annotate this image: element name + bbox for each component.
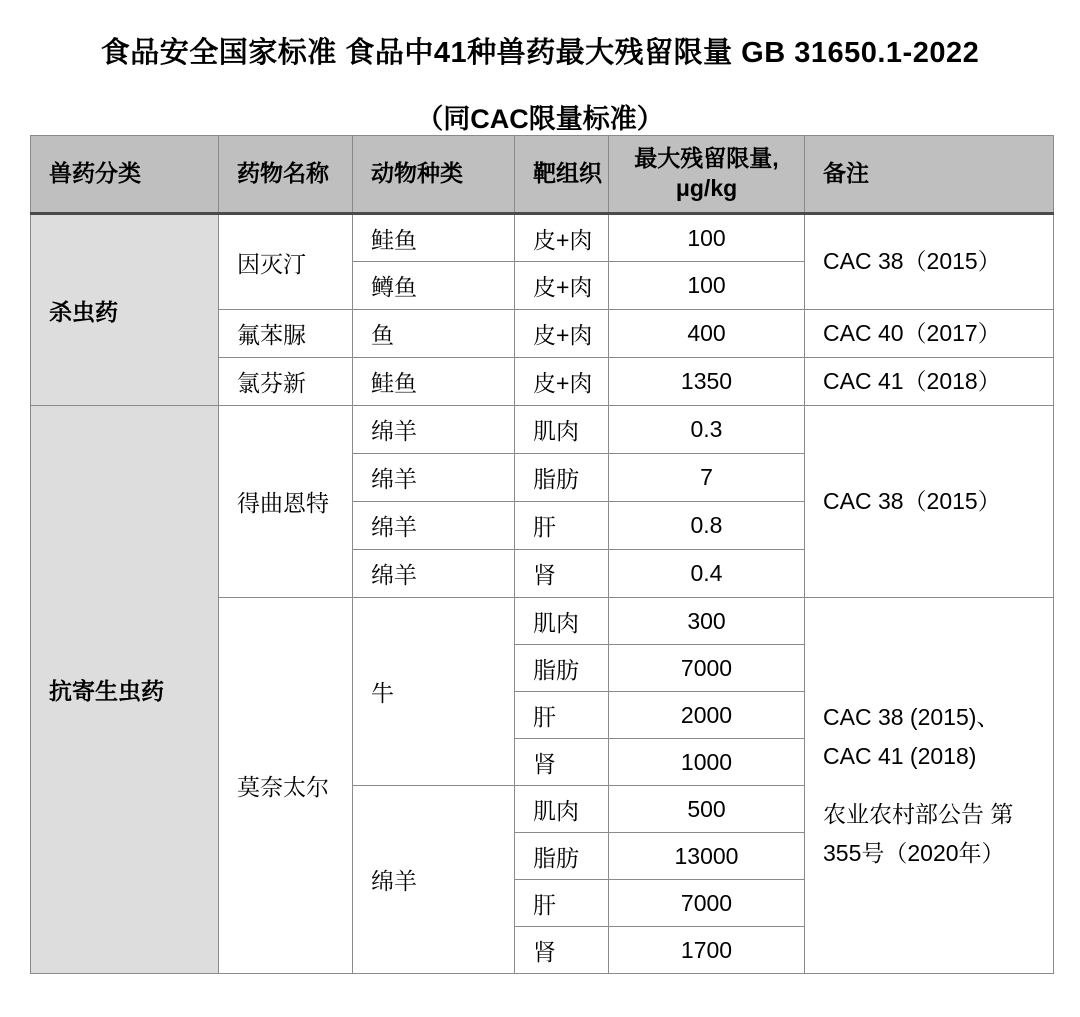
- limit-cell: 7000: [609, 645, 805, 692]
- limit-cell: 1000: [609, 739, 805, 786]
- drug-cell: 氟苯脲: [219, 310, 353, 358]
- limit-cell: 1700: [609, 927, 805, 974]
- limit-cell: 2000: [609, 692, 805, 739]
- animal-cell: 鲑鱼: [353, 214, 515, 262]
- animal-cell: 绵羊: [353, 406, 515, 454]
- header-category: 兽药分类: [31, 136, 219, 214]
- note-line: 355号（2020年）: [823, 839, 1005, 866]
- note-cell: CAC 38（2015）: [805, 214, 1054, 310]
- tissue-cell: 皮+肉: [515, 214, 609, 262]
- drug-cell: 氯芬新: [219, 358, 353, 406]
- limit-cell: 1350: [609, 358, 805, 406]
- header-row: [31, 136, 1054, 214]
- tissue-cell: 脂肪: [515, 645, 609, 692]
- limit-cell: 300: [609, 598, 805, 645]
- tissue-cell: 肝: [515, 692, 609, 739]
- header-limit-line2: μg/kg: [675, 175, 738, 201]
- table-row: [31, 214, 1054, 262]
- drug-cell: 莫奈太尔: [219, 598, 353, 974]
- tissue-cell: 肾: [515, 550, 609, 598]
- animal-cell: 鲑鱼: [353, 358, 515, 406]
- limit-cell: 13000: [609, 833, 805, 880]
- tissue-cell: 皮+肉: [515, 262, 609, 310]
- tissue-cell: 脂肪: [515, 454, 609, 502]
- tissue-cell: 肌肉: [515, 406, 609, 454]
- mrl-table: [30, 135, 1054, 974]
- note-line: CAC 38 (2015)、: [823, 704, 1000, 731]
- tissue-cell: 肌肉: [515, 598, 609, 645]
- header-tissue: 靶组织: [515, 136, 609, 214]
- limit-cell: 500: [609, 786, 805, 833]
- tissue-cell: 肾: [515, 739, 609, 786]
- animal-cell: 绵羊: [353, 502, 515, 550]
- tissue-cell: 皮+肉: [515, 310, 609, 358]
- limit-cell: 100: [609, 214, 805, 262]
- page-subtitle: （同CAC限量标准）: [416, 104, 664, 134]
- note-line: 农业农村部公告 第: [823, 800, 1014, 827]
- limit-cell: 0.4: [609, 550, 805, 598]
- note-cell: CAC 40（2017）: [805, 310, 1054, 358]
- header-drug: 药物名称: [219, 136, 353, 214]
- header-limit-line1: 最大残留限量,: [634, 145, 779, 172]
- page-title: 食品安全国家标准 食品中41种兽药最大残留限量 GB 31650.1-2022: [100, 37, 980, 69]
- animal-cell: 鱼: [353, 310, 515, 358]
- tissue-cell: 肝: [515, 502, 609, 550]
- note-cell: CAC 41（2018）: [805, 358, 1054, 406]
- animal-cell: 鳟鱼: [353, 262, 515, 310]
- tissue-cell: 肌肉: [515, 786, 609, 833]
- tissue-cell: 皮+肉: [515, 358, 609, 406]
- limit-cell: 7: [609, 454, 805, 502]
- header-animal: 动物种类: [353, 136, 515, 214]
- animal-cell: 绵羊: [353, 786, 515, 974]
- limit-cell: 0.3: [609, 406, 805, 454]
- note-cell: CAC 38（2015）: [805, 406, 1054, 598]
- table-row: [31, 406, 1054, 454]
- note-line: CAC 41 (2018): [823, 743, 977, 770]
- animal-cell: 牛: [353, 598, 515, 786]
- animal-cell: 绵羊: [353, 550, 515, 598]
- category-cell: 抗寄生虫药: [31, 406, 219, 974]
- limit-cell: 0.8: [609, 502, 805, 550]
- category-cell: 杀虫药: [31, 214, 219, 406]
- limit-cell: 400: [609, 310, 805, 358]
- tissue-cell: 肾: [515, 927, 609, 974]
- limit-cell: 100: [609, 262, 805, 310]
- animal-cell: 绵羊: [353, 454, 515, 502]
- note-cell: [805, 598, 1054, 974]
- drug-cell: 得曲恩特: [219, 406, 353, 598]
- header-note: 备注: [805, 136, 1054, 214]
- drug-cell: 因灭汀: [219, 214, 353, 310]
- tissue-cell: 肝: [515, 880, 609, 927]
- limit-cell: 7000: [609, 880, 805, 927]
- tissue-cell: 脂肪: [515, 833, 609, 880]
- header-limit: [609, 136, 805, 214]
